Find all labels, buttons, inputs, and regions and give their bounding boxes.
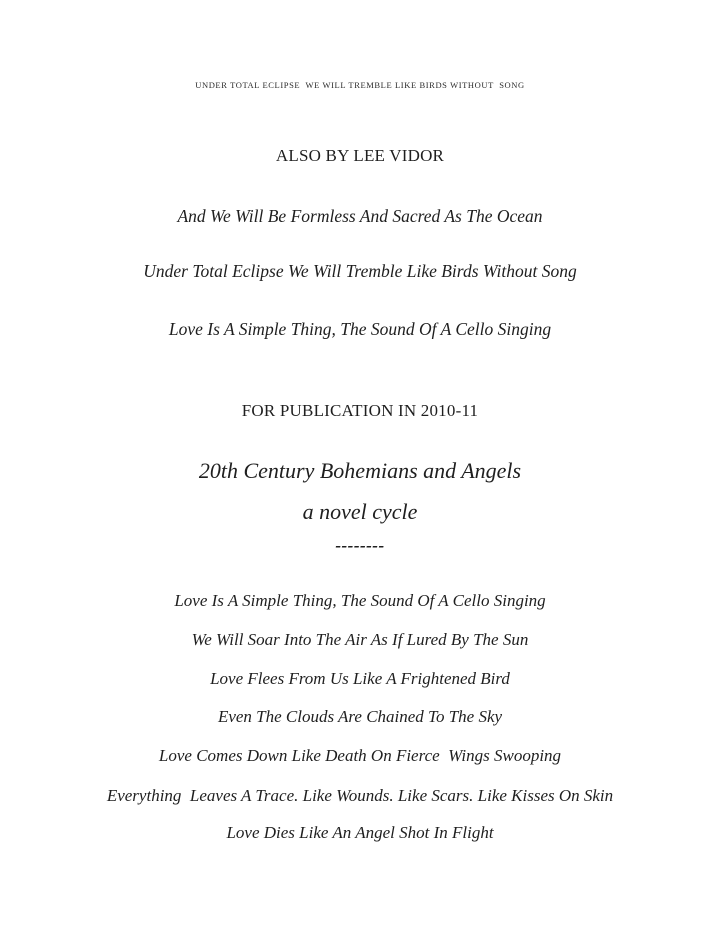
- also-by-book-title: Love Is A Simple Thing, The Sound Of A Cello Singing: [168, 319, 552, 339]
- novel-cycle-subtitle: a novel cycle: [302, 499, 418, 524]
- also-by-book-title: And We Will Be Formless And Sacred As The Ocean: [177, 206, 543, 226]
- publication-heading: FOR PUBLICATION IN 2010-11: [241, 401, 479, 420]
- cycle-book-title: Love Flees From Us Like A Frightened Bird: [210, 669, 510, 688]
- also-by-heading: ALSO BY LEE VIDOR: [275, 146, 445, 165]
- dash-divider: --------: [335, 536, 385, 555]
- cycle-book-title: We Will Soar Into The Air As If Lured By The Sun: [191, 630, 529, 649]
- novel-cycle-title: 20th Century Bohemians and Angels: [198, 458, 522, 483]
- cycle-book-title: Everything Leaves A Trace. Like Wounds. Like Scars. Like Kisses On Skin: [106, 786, 614, 805]
- also-by-book-title: Under Total Eclipse We Will Tremble Like Birds Without Song: [143, 261, 577, 281]
- running-header: UNDER TOTAL ECLIPSE WE WILL TREMBLE LIKE BIRDS WITHOUT SONG: [195, 80, 525, 90]
- cycle-book-title: Love Dies Like An Angel Shot In Flight: [226, 823, 494, 842]
- cycle-book-title: Love Comes Down Like Death On Fierce Wings Swooping: [158, 746, 562, 765]
- cycle-book-title: Even The Clouds Are Chained To The Sky: [217, 707, 503, 726]
- cycle-book-title: Love Is A Simple Thing, The Sound Of A Cello Singing: [174, 591, 546, 610]
